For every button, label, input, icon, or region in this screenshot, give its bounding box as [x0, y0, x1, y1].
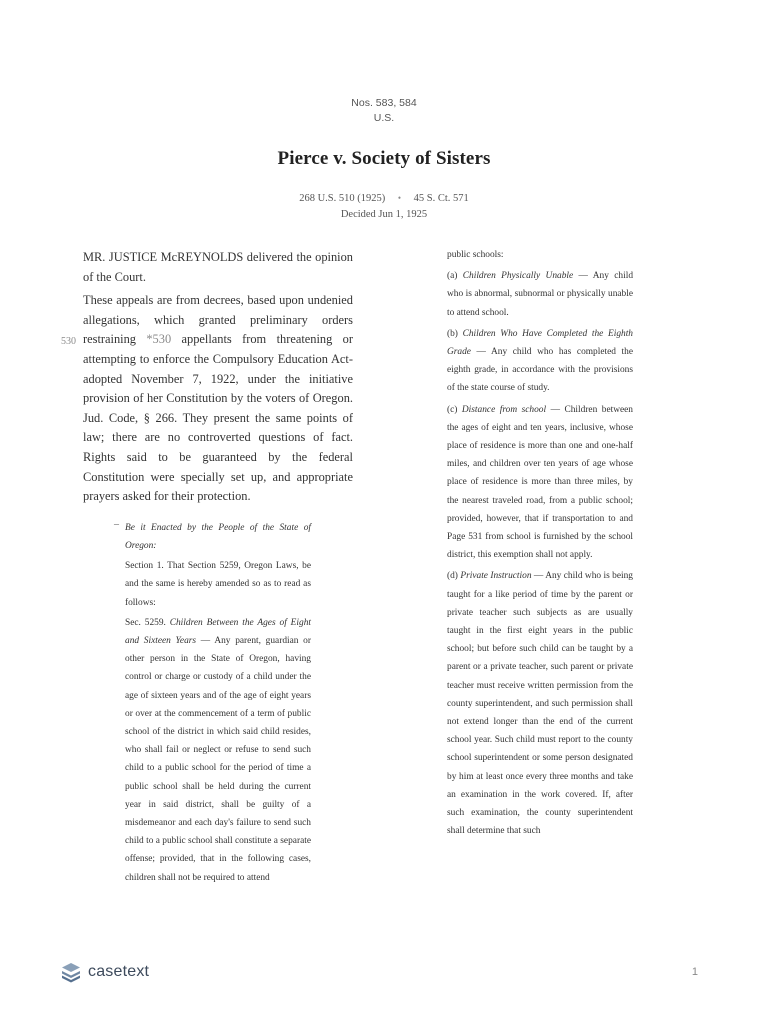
page-number: 1: [691, 966, 698, 978]
citation-separator: •: [397, 193, 402, 203]
casetext-logo[interactable]: [60, 961, 149, 983]
statute-continuation: public schools:: [447, 250, 504, 260]
statute-quote: [114, 518, 311, 887]
exemption-d: (d) Private Instruction — Any child who is being taught for a like period of time by the parent or private teacher such subjects as are usually taught in the first eight years in the public school; but before such child can be taught by a parent or a private teacher, such parent or private teacher must receive written permission from the county superintendent, and such permission shall not extend longer than the end of the current school year. Such child must report to the county school superintendent or some person designated by him at least once every three months and take an examination in the work covered. If, after such examination, the county superintendent shall determine that such: [447, 571, 633, 837]
citation-us-reports[interactable]: 268 U.S. 510 (1925): [299, 193, 386, 204]
exemption-b-heading: Children Who Have Completed the Eighth Grade: [447, 328, 633, 358]
statute-section-heading: Children Between the Ages of Eight and Sixteen Years: [125, 617, 311, 646]
opinion-paragraph-1: MR. JUSTICE McREYNOLDS delivered the opinion of the Court.: [83, 250, 353, 284]
exemption-c-heading: Distance from school: [461, 404, 547, 415]
exemption-b: (b) Children Who Have Completed the Eighth Grade — Any child who has completed the eighth grade, in accordance with the provisions of the state course of study.: [447, 328, 633, 394]
opinion-paragraph-2-part-a: These appeals are from decrees, based upon undenied allegations, which granted preliminary orders restraining: [83, 293, 353, 347]
docket-numbers: Nos. 583, 584: [351, 97, 417, 109]
exemption-a-heading: Children Physically Unable: [462, 271, 574, 282]
star-page-reference[interactable]: *530: [146, 332, 172, 347]
exemption-d-heading: Private Instruction: [460, 571, 532, 582]
opinion-right-column: [447, 246, 633, 844]
opinion-left-column: [83, 248, 353, 889]
case-citation: [0, 190, 768, 207]
brand-name: casetext: [88, 963, 150, 980]
decided-date: Decided Jun 1, 1925: [340, 209, 428, 220]
document-header: [0, 96, 768, 223]
opinion-paragraph-2-part-b: appellants from threatening or attempting to enforce the Compulsory Education Act- adopted November 7, 1922, under the initiative provision of her Constitution by the voters of Oregon. Jud. Code, § 266. They present the same points of law; there are no controverted questions of fact. Rights said to be guaranteed by the federal Constitution were specially set up, and appropriate prayers asked for their protection.: [83, 332, 353, 504]
citation-supreme-court-reporter[interactable]: 45 S. Ct. 571: [413, 193, 469, 204]
margin-page-number: 530: [61, 336, 76, 347]
statute-enactment-clause: Be it Enacted by the People of the State of Oregon:: [125, 522, 311, 551]
statute-section-1: Section 1. That Section 5259, Oregon Laws, be and the same is hereby amended so as to read as follows:: [125, 561, 311, 608]
opinion-paragraph-2: [83, 291, 353, 507]
court-name: U.S.: [373, 112, 395, 124]
case-title: Pierce v. Society of Sisters: [277, 148, 491, 169]
casetext-logo-icon: [60, 961, 82, 983]
exemption-c: (c) Distance from school — Children between the ages of eight and ten years, inclusive, whose place of residence is more than one and one-half miles, and children over ten years of age whose place of residence is more than three miles, by the nearest traveled road, from a public school; provided, however, that if transportation to and Page 531 from school is furnished by the school district, this exemption shall not apply.: [447, 404, 633, 561]
quote-collapse-icon[interactable]: –: [114, 518, 119, 530]
exemption-a: (a) Children Physically Unable — Any child who is abnormal, subnormal or physically unable to attend school.: [447, 271, 634, 318]
statute-section-5259: Sec. 5259. Children Between the Ages of Eight and Sixteen Years — Any parent, guardian or other person in the State of Oregon, having control or charge or custody of a child under the age of sixteen years and of the age of eight years or over at the commencement of a term of public school of the district in which said child resides, who shall fail or neglect or refuse to send such child to a public school for the period of time a public school shall be held during the current year in said district, shall be guilty of a misdemeanor and each day's failure to send such child to a public school shall constitute a separate offense; provided, that in the following cases, children shall not be required to attend: [125, 617, 311, 883]
